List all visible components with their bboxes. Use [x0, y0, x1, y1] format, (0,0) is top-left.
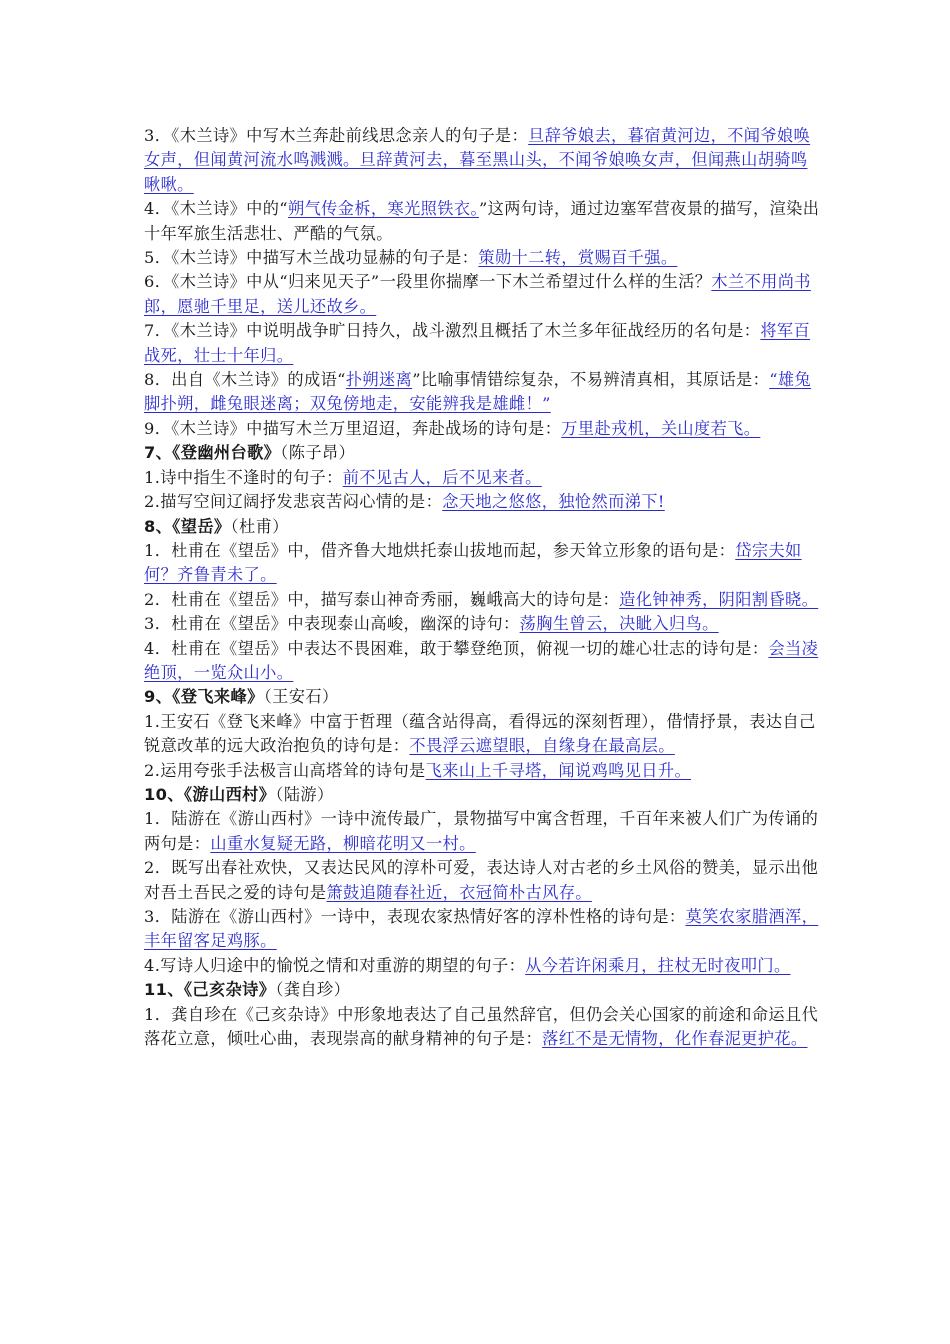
item-shanxicun-2 [144, 856, 824, 905]
item-dengyouzhou-2 [144, 490, 824, 514]
item-mulan-5 [144, 246, 824, 270]
question: 2．既写出春社欢快，又表达民风的淳朴可爱，表达诗人对古老的乡土风俗的赞美，显示出他对吾土吾民之爱的诗句是 [144, 858, 819, 902]
item-shanxicun-3 [144, 905, 824, 954]
question: 1．龚自珍在《己亥杂诗》中形象地表达了自己虽然辞官，但仍会关心国家的前途和命运且代落花立意，倾吐心曲，表现崇高的献身精神的句子是： [144, 1004, 819, 1049]
section-author: （王安石） [263, 687, 339, 707]
item-mulan-3 [144, 124, 824, 197]
document-page [144, 124, 824, 1051]
answer: 从今若许闲乘月，拄杖无时夜叩门。 [525, 955, 791, 975]
section-title: 11、《己亥杂诗》 [144, 980, 276, 1000]
item-wangyue-3 [144, 612, 824, 636]
answer: 箫鼓追随春社近，衣冠简朴古风存。 [326, 882, 592, 902]
section-title: 9、《登飞来峰》 [144, 687, 264, 707]
answer: 岱宗夫如何？齐鲁青未了。 [144, 540, 802, 585]
question: 8．出自《木兰诗》的成语“ [144, 370, 346, 390]
answer: 朔气传金柝，寒光照铁衣。 [287, 199, 479, 219]
question: 7．《木兰诗》中说明战争旷日持久，战斗激烈且概括了木兰多年征战经历的名句是： [144, 321, 761, 341]
item-mulan-8 [144, 368, 824, 417]
answer: 策勋十二转，赏赐百千强。 [478, 248, 678, 268]
question: 5．《木兰诗》中描写木兰战功显赫的句子是： [144, 248, 479, 268]
answer-2: “雄兔脚扑朔，雌兔眼迷离；双兔傍地走，安能辨我是雄雌！” [144, 370, 812, 414]
answer: 飞来山上千寻塔，闻说鸡鸣见日升。 [425, 760, 692, 780]
section-heading-7 [144, 441, 824, 465]
item-wangyue-2 [144, 588, 824, 612]
question: 1.王安石《登飞来峰》中富于哲理（蕴含站得高，看得远的深刻哲理），借情抒景，表达自己锐意改革的远大政治抱负的诗句是： [144, 711, 816, 756]
question: 4.写诗人归途中的愉悦之情和对重游的期望的句子： [144, 955, 526, 975]
answer: 莫笑农家腊酒浑，丰年留客足鸡豚。 [144, 907, 819, 951]
question: 3．陆游在《游山西村》一诗中，表现农家热情好客的淳朴性格的诗句是： [144, 907, 686, 926]
item-mulan-6 [144, 270, 824, 319]
question: 3．《木兰诗》中写木兰奔赴前线思念亲人的句子是： [144, 126, 529, 145]
question: 9．《木兰诗》中描写木兰万里迢迢，奔赴战场的诗句是： [144, 418, 562, 438]
answer: 落红不是无情物，化作春泥更护花。 [542, 1029, 808, 1049]
answer: 念天地之悠悠，独怆然而涕下! [442, 492, 665, 512]
answer: 将军百战死，壮士十年归。 [144, 321, 811, 365]
item-wangyue-4 [144, 637, 824, 686]
answer: 荡胸生曾云，决眦入归鸟。 [519, 614, 719, 634]
item-feilaifeng-2 [144, 759, 824, 783]
section-author: （杜甫） [230, 516, 289, 536]
item-mulan-7 [144, 319, 824, 368]
question: 6．《木兰诗》中从“归来见天子”一段里你揣摩一下木兰希望过什么样的生活？ [144, 272, 712, 292]
question: 3．杜甫在《望岳》中表现泰山高峻，幽深的诗句： [144, 614, 520, 634]
section-title: 8、《望岳》 [144, 516, 231, 536]
answer: 前不见古人，后不见来者。 [342, 467, 542, 487]
answer: 山重水复疑无路，柳暗花明又一村。 [210, 833, 476, 853]
section-heading-8 [144, 515, 824, 539]
item-jihaizashi-1 [144, 1003, 824, 1052]
section-author: （龚自珍） [275, 980, 351, 1000]
question: 4．杜甫在《望岳》中表达不畏困难，敢于攀登绝顶，俯视一切的雄心壮志的诗句是： [144, 638, 769, 658]
question: 2.运用夸张手法极言山高塔耸的诗句是 [144, 760, 426, 780]
section-title: 7、《登幽州台歌》 [144, 443, 281, 463]
question-cont: ”比喻事情错综复杂，不易辨清真相，其原话是： [412, 370, 770, 390]
answer: 会当凌绝顶，一览众山小。 [144, 638, 819, 682]
item-shanxicun-4 [144, 954, 824, 978]
section-heading-11 [144, 978, 824, 1002]
item-mulan-4 [144, 197, 824, 246]
question-cont: ”这两句诗，通过边塞军营夜景的描写，渲染出十年军旅生活悲壮、严酷的气氛。 [144, 199, 820, 243]
section-heading-9 [144, 685, 824, 709]
answer: 万里赴戎机，关山度若飞。 [561, 418, 761, 438]
answer: 旦辞爷娘去，暮宿黄河边，不闻爷娘唤女声，但闻黄河流水鸣溅溅。旦辞黄河去，暮至黑山头，不闻爷娘唤女声，但闻燕山胡骑鸣啾啾。 [144, 126, 811, 194]
section-title: 10、《游山西村》 [144, 784, 276, 804]
question: 2．杜甫在《望岳》中，描写泰山神奇秀丽，巍峨高大的诗句是： [144, 589, 620, 609]
answer: 造化钟神秀，阴阳割昏晓。 [619, 589, 819, 609]
answer: 木兰不用尚书郎，愿驰千里足，送儿还故乡。 [144, 272, 811, 316]
question: 1．杜甫在《望岳》中，借齐鲁大地烘托泰山拔地而起，参天耸立形象的语句是： [144, 540, 736, 560]
item-wangyue-1 [144, 539, 824, 588]
item-shanxicun-1 [144, 807, 824, 856]
item-feilaifeng-1 [144, 710, 824, 759]
section-heading-10 [144, 783, 824, 807]
section-author: （陆游） [275, 784, 334, 804]
answer: 扑朔迷离 [345, 370, 413, 390]
answer: 不畏浮云遮望眼，自缘身在最高层。 [409, 736, 675, 756]
question: 1．陆游在《游山西村》一诗中流传最广，景物描写中寓含哲理，千百年来被人们广为传诵的两句是： [144, 809, 819, 853]
question: 2.描写空间辽阔抒发悲哀苦闷心情的是： [144, 492, 443, 512]
question: 1.诗中指生不逢时的句子： [144, 467, 343, 487]
item-mulan-9 [144, 417, 824, 441]
item-dengyouzhou-1 [144, 466, 824, 490]
section-author: （陈子昂） [280, 443, 356, 463]
question: 4．《木兰诗》中的“ [144, 199, 288, 219]
